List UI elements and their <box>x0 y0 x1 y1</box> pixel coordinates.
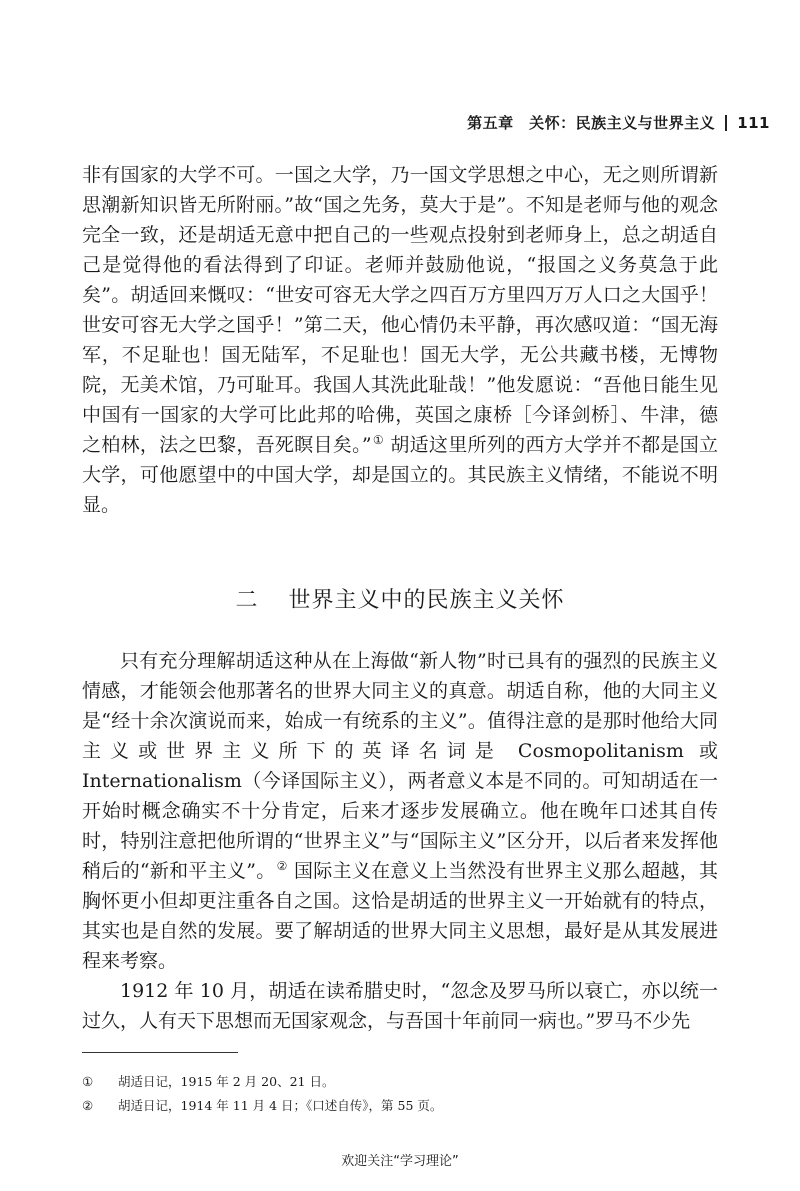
section-body <box>82 646 718 1036</box>
footnote-2-text: 胡适日记，1914 年 11 月 4 日；《口述自传》，第 55 页。 <box>118 1098 443 1113</box>
footnote-divider <box>82 1052 238 1053</box>
footnote-1-mark: ① <box>82 1074 94 1089</box>
paragraph-2-text: 只有充分理解胡适这种从在上海做“新人物”时已具有的强烈的民族主义情感，才能领会他那著名的世界大同主义的真意。胡适自称，他的大同主义是“经十余次演说而来，始成一有统系的主义”。值得注意的是那时他给大同主义或世界主义所下的英译名词是 Cosmopolitanism 或 Internationalism（今译国际主义），两者意义本是不同的。可知胡适在一开始时概念确实不十分肯定，后来才逐步发展确立。他在晚年口述其自传时，特别注意把他所谓的“世界主义”与“国际主义”区分开，以后者来发挥他稍后的“新和平主义”。 <box>82 650 718 882</box>
page-number: 111 <box>737 113 770 132</box>
header-divider <box>725 115 727 131</box>
paragraph-3: 1912 年 10 月，胡适在读希腊史时，“忽念及罗马所以衰亡，亦以统一过久，人有天下思想而无国家观念，与吾国十年前同一病也。”罗马不少先 <box>82 980 718 1032</box>
footnote-1-text: 胡适日记，1915 年 2 月 20、21 日。 <box>118 1074 335 1089</box>
section-heading <box>0 583 800 614</box>
paragraph-continued <box>82 160 718 520</box>
footnote-ref-2[interactable]: ② <box>276 858 288 873</box>
page-footer: 欢迎关注“学习理论” <box>341 1154 459 1169</box>
footnote-1 <box>82 1070 718 1094</box>
footnotes <box>82 1070 718 1118</box>
section-title: 世界主义中的民族主义关怀 <box>288 588 565 613</box>
chapter-title: 第五章 关怀：民族主义与世界主义 <box>467 114 716 132</box>
paragraph-1-text: 非有国家的大学不可。一国之大学，乃一国文学思想之中心，无之则所谓新思潮新知识皆无所附丽。”故“国之先务，莫大于是”。不知是老师与他的观念完全一致，还是胡适无意中把自己的一些观点投射到老师身上，总之胡适自己是觉得他的看法得到了印证。老师并鼓励他说，“报国之义务莫急于此矣”。胡适回来慨叹：“世安可容无大学之四百万方里四万万人口之大国乎！世安可容无大学之国乎！”第二天，他心情仍未平静，再次感叹道：“国无海军，不足耻也！国无陆军，不足耻也！国无大学，无公共藏书楼，无博物院，无美术馆，乃可耻耳。我国人其洗此耻哉！”他发愿说：“吾他日能生见中国有一国家的大学可比此邦的哈佛，英国之康桥［今译剑桥］、牛津，德之柏林，法之巴黎，吾死瞑目矣。” <box>82 164 718 456</box>
running-header <box>467 112 770 133</box>
section-number: 二 <box>235 588 259 613</box>
footnote-ref-1[interactable]: ① <box>372 432 384 447</box>
footnote-2-mark: ② <box>82 1098 94 1113</box>
paragraph-2-text-after: 国际主义在意义上当然没有世界主义那么超越，其胸怀更小但却更注重各自之国。这恰是胡适的世界主义一开始就有的特点，其实也是自然的发展。要了解胡适的世界大同主义思想，最好是从其发展进程来考察。 <box>82 860 718 972</box>
paragraph-2 <box>82 646 718 976</box>
paragraph-1-text-after: 胡适这里所列的西方大学并不都是国立大学，可他愿望中的中国大学，却是国立的。其民族主义情绪，不能说不明显。 <box>82 434 719 516</box>
footnote-2 <box>82 1094 718 1118</box>
